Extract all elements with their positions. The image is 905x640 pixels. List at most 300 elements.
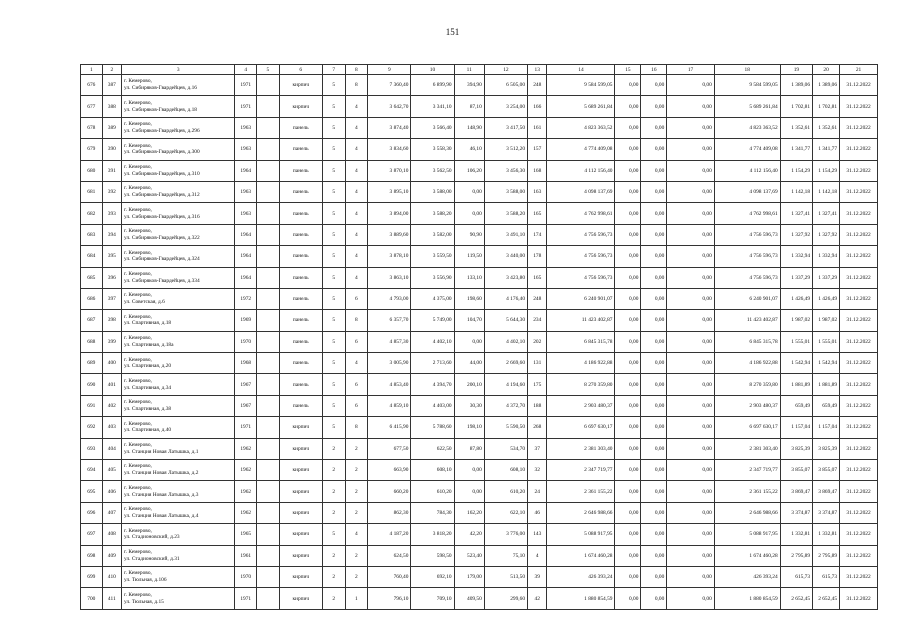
entrances-cell: 2 bbox=[345, 438, 368, 459]
residents-cell: 24 bbox=[528, 481, 547, 502]
premises-area-cell: 5 749,00 bbox=[411, 310, 454, 331]
residential-area-cell: 3 254,00 bbox=[484, 96, 527, 117]
wall-material-cell: кирпич bbox=[279, 460, 322, 481]
unit-cost-cell: 1 332,94 bbox=[780, 246, 812, 267]
residential-area-cell: 610,20 bbox=[484, 481, 527, 502]
premises-area-cell: 622,50 bbox=[411, 438, 454, 459]
column-number-header: 6 bbox=[279, 65, 322, 75]
address-city: г. Кемерово, bbox=[124, 399, 152, 406]
address-city: г. Кемерово, bbox=[124, 206, 152, 213]
residential-area-cell: 3 512,20 bbox=[484, 139, 527, 160]
row-number-cell: 680 bbox=[81, 160, 103, 181]
funds-cell: 0,00 bbox=[615, 246, 641, 267]
funds-cell: 0,00 bbox=[615, 502, 641, 523]
floors-cell: 5 bbox=[322, 160, 345, 181]
funds-cell: 0,00 bbox=[615, 224, 641, 245]
funds-cell: 0,00 bbox=[641, 160, 667, 181]
total-cost-cell: 1 880 854,59 bbox=[714, 588, 780, 609]
deadline-date-cell: 31.12.2022 bbox=[840, 267, 878, 288]
wall-material-cell: панель bbox=[279, 181, 322, 202]
building-id-cell: 387 bbox=[102, 75, 121, 96]
address-street: ул. Станция Новая Латышка, д.2 bbox=[124, 470, 199, 477]
address-cell bbox=[122, 588, 235, 609]
wall-material-cell: панель bbox=[279, 310, 322, 331]
residents-cell: 39 bbox=[528, 566, 547, 587]
deadline-date-cell: 31.12.2022 bbox=[840, 588, 878, 609]
building-id-cell: 394 bbox=[102, 224, 121, 245]
building-id-cell: 398 bbox=[102, 310, 121, 331]
residents-cell: 174 bbox=[528, 224, 547, 245]
residents-cell: 32 bbox=[528, 460, 547, 481]
unit-cost-cell: 2 795,89 bbox=[780, 545, 812, 566]
residents-cell: 165 bbox=[528, 203, 547, 224]
funds-cell: 0,00 bbox=[641, 117, 667, 138]
funds-cell: 0,00 bbox=[615, 524, 641, 545]
floors-cell: 5 bbox=[322, 524, 345, 545]
residents-cell: 46 bbox=[528, 502, 547, 523]
floors-cell: 5 bbox=[322, 331, 345, 352]
address-cell bbox=[122, 353, 235, 374]
unit-cost-cell: 1 154,29 bbox=[780, 160, 812, 181]
funds-cell: 0,00 bbox=[641, 481, 667, 502]
address-cell bbox=[122, 502, 235, 523]
premises-area-cell: 784,30 bbox=[411, 502, 454, 523]
deadline-date-cell: 31.12.2022 bbox=[840, 139, 878, 160]
nonresidential-area-cell: 409,50 bbox=[454, 588, 484, 609]
entrances-cell: 4 bbox=[345, 267, 368, 288]
funds-cell: 0,00 bbox=[641, 331, 667, 352]
cost-cell: 1 880 854,59 bbox=[547, 588, 615, 609]
funds-cell: 0,00 bbox=[615, 75, 641, 96]
entrances-cell: 4 bbox=[345, 117, 368, 138]
row-number-cell: 683 bbox=[81, 224, 103, 245]
total-area-cell: 3 870,10 bbox=[368, 160, 411, 181]
address-city: г. Кемерово, bbox=[124, 420, 152, 427]
address-street: ул. Станция Новая Латышка, д.1 bbox=[124, 448, 199, 455]
wall-material-cell: панель bbox=[279, 117, 322, 138]
premises-area-cell: 3 562,50 bbox=[411, 160, 454, 181]
funds-cell: 0,00 bbox=[641, 139, 667, 160]
address-cell bbox=[122, 331, 235, 352]
row-number-cell: 691 bbox=[81, 395, 103, 416]
funds-cell: 0,00 bbox=[615, 288, 641, 309]
address-city: г. Кемерово, bbox=[124, 527, 152, 534]
unit-cost-cell: 1 352,61 bbox=[780, 117, 812, 138]
row-number-cell: 677 bbox=[81, 96, 103, 117]
premises-area-cell: 608,10 bbox=[411, 460, 454, 481]
nonresidential-area-cell: 0,00 bbox=[454, 203, 484, 224]
total-area-cell: 3 863,10 bbox=[368, 267, 411, 288]
floors-cell: 2 bbox=[322, 460, 345, 481]
residential-area-cell: 3 417,50 bbox=[484, 117, 527, 138]
deadline-date-cell: 31.12.2022 bbox=[840, 502, 878, 523]
total-area-cell: 624,50 bbox=[368, 545, 411, 566]
address-street: ул. Сибиряков-Гвардейцев, д.16 bbox=[124, 85, 197, 92]
nonresidential-area-cell: 179,00 bbox=[454, 566, 484, 587]
year-built-cell: 1971 bbox=[235, 417, 257, 438]
total-area-cell: 796,10 bbox=[368, 588, 411, 609]
funds-cell: 0,00 bbox=[641, 267, 667, 288]
column-number-header: 14 bbox=[547, 65, 615, 75]
funds-cell: 0,00 bbox=[667, 374, 715, 395]
entrances-cell: 2 bbox=[345, 460, 368, 481]
funds-cell: 0,00 bbox=[615, 395, 641, 416]
unit-cost-cell: 3 869,47 bbox=[780, 481, 812, 502]
entrances-cell: 8 bbox=[345, 310, 368, 331]
cost-cell: 4 756 596,73 bbox=[547, 224, 615, 245]
entrances-cell: 6 bbox=[345, 374, 368, 395]
nonresidential-area-cell: 0,00 bbox=[454, 481, 484, 502]
total-area-cell: 6 415,90 bbox=[368, 417, 411, 438]
entrances-cell: 2 bbox=[345, 545, 368, 566]
column-number-header: 4 bbox=[235, 65, 257, 75]
unit-cost-cell: 1 337,29 bbox=[780, 267, 812, 288]
total-cost-cell: 5 088 917,95 bbox=[714, 524, 780, 545]
residential-area-cell: 2 669,60 bbox=[484, 353, 527, 374]
wall-material-cell: панель bbox=[279, 353, 322, 374]
deadline-date-cell: 31.12.2022 bbox=[840, 417, 878, 438]
year-built-cell: 1962 bbox=[235, 502, 257, 523]
address-street: ул. Спартивная, д.20 bbox=[124, 363, 172, 370]
funds-cell: 0,00 bbox=[667, 331, 715, 352]
entrances-cell: 1 bbox=[345, 588, 368, 609]
entrances-cell: 8 bbox=[345, 75, 368, 96]
residential-area-cell: 513,50 bbox=[484, 566, 527, 587]
column-number-header: 17 bbox=[667, 65, 715, 75]
address-street: ул. Стадионовский, д.31 bbox=[124, 555, 180, 562]
address-street: ул. Сибиряков-Гвардейцев, д.322 bbox=[124, 234, 200, 241]
empty-cell bbox=[257, 460, 280, 481]
floors-cell: 5 bbox=[322, 310, 345, 331]
table-row bbox=[81, 395, 878, 416]
funds-cell: 0,00 bbox=[641, 288, 667, 309]
empty-cell bbox=[257, 417, 280, 438]
total-cost-cell: 4 186 922,88 bbox=[714, 353, 780, 374]
year-built-cell: 1967 bbox=[235, 374, 257, 395]
address-city: г. Кемерово, bbox=[124, 356, 152, 363]
unit-cost-cell: 1 341,77 bbox=[780, 139, 812, 160]
wall-material-cell: кирпич bbox=[279, 417, 322, 438]
year-built-cell: 1961 bbox=[235, 545, 257, 566]
funds-cell: 0,00 bbox=[667, 117, 715, 138]
nonresidential-area-cell: 87,80 bbox=[454, 438, 484, 459]
total-cost-cell: 2 903 480,37 bbox=[714, 395, 780, 416]
row-number-cell: 697 bbox=[81, 524, 103, 545]
premises-area-cell: 610,20 bbox=[411, 481, 454, 502]
empty-cell bbox=[257, 117, 280, 138]
entrances-cell: 2 bbox=[345, 502, 368, 523]
floors-cell: 2 bbox=[322, 545, 345, 566]
funds-cell: 0,00 bbox=[615, 438, 641, 459]
address-city: г. Кемерово, bbox=[124, 313, 152, 320]
total-area-cell: 4 187,20 bbox=[368, 524, 411, 545]
residential-area-cell: 3 456,30 bbox=[484, 160, 527, 181]
floors-cell: 5 bbox=[322, 246, 345, 267]
funds-cell: 0,00 bbox=[667, 160, 715, 181]
table-row bbox=[81, 288, 878, 309]
residential-area-cell: 3 491,10 bbox=[484, 224, 527, 245]
residential-area-cell: 75,10 bbox=[484, 545, 527, 566]
max-unit-cost-cell: 659,49 bbox=[813, 395, 840, 416]
premises-area-cell: 3 582,00 bbox=[411, 224, 454, 245]
address-cell bbox=[122, 481, 235, 502]
address-street: ул. Спартивная, д.38 bbox=[124, 406, 172, 413]
entrances-cell: 6 bbox=[345, 288, 368, 309]
address-city: г. Кемерово, bbox=[124, 292, 152, 299]
row-number-cell: 695 bbox=[81, 481, 103, 502]
funds-cell: 0,00 bbox=[667, 395, 715, 416]
floors-cell: 5 bbox=[322, 75, 345, 96]
address-city: г. Кемерово, bbox=[124, 142, 152, 149]
column-number-header: 15 bbox=[615, 65, 641, 75]
unit-cost-cell: 1 426,49 bbox=[780, 288, 812, 309]
funds-cell: 0,00 bbox=[667, 481, 715, 502]
max-unit-cost-cell: 2 795,89 bbox=[813, 545, 840, 566]
funds-cell: 0,00 bbox=[667, 267, 715, 288]
address-city: г. Кемерово, bbox=[124, 335, 152, 342]
funds-cell: 0,00 bbox=[667, 524, 715, 545]
address-street: ул. Сибиряков-Гвардейцев, д.312 bbox=[124, 192, 200, 199]
residential-area-cell: 534,70 bbox=[484, 438, 527, 459]
empty-cell bbox=[257, 331, 280, 352]
building-id-cell: 403 bbox=[102, 417, 121, 438]
address-city: г. Кемерово, bbox=[124, 591, 152, 598]
year-built-cell: 1964 bbox=[235, 224, 257, 245]
max-unit-cost-cell: 3 825,39 bbox=[813, 438, 840, 459]
address-street: ул. Стадионовский, д.23 bbox=[124, 534, 180, 541]
column-number-header: 5 bbox=[257, 65, 280, 75]
deadline-date-cell: 31.12.2022 bbox=[840, 160, 878, 181]
building-id-cell: 390 bbox=[102, 139, 121, 160]
table-row bbox=[81, 224, 878, 245]
premises-area-cell: 3 588,00 bbox=[411, 181, 454, 202]
empty-cell bbox=[257, 224, 280, 245]
deadline-date-cell: 31.12.2022 bbox=[840, 524, 878, 545]
year-built-cell: 1962 bbox=[235, 481, 257, 502]
year-built-cell: 1964 bbox=[235, 160, 257, 181]
column-number-header: 16 bbox=[641, 65, 667, 75]
total-area-cell: 4 853,40 bbox=[368, 374, 411, 395]
cost-cell: 5 088 917,95 bbox=[547, 524, 615, 545]
premises-area-cell: 692,10 bbox=[411, 566, 454, 587]
funds-cell: 0,00 bbox=[667, 139, 715, 160]
column-number-header: 8 bbox=[345, 65, 368, 75]
funds-cell: 0,00 bbox=[615, 181, 641, 202]
residential-area-cell: 4 176,40 bbox=[484, 288, 527, 309]
unit-cost-cell: 1 327,92 bbox=[780, 224, 812, 245]
residents-cell: 157 bbox=[528, 139, 547, 160]
year-built-cell: 1970 bbox=[235, 566, 257, 587]
table-row bbox=[81, 481, 878, 502]
residents-cell: 37 bbox=[528, 438, 547, 459]
deadline-date-cell: 31.12.2022 bbox=[840, 331, 878, 352]
address-cell bbox=[122, 96, 235, 117]
total-cost-cell: 11 423 402,87 bbox=[714, 310, 780, 331]
nonresidential-area-cell: 42,20 bbox=[454, 524, 484, 545]
building-id-cell: 407 bbox=[102, 502, 121, 523]
funds-cell: 0,00 bbox=[615, 139, 641, 160]
premises-area-cell: 3 341,10 bbox=[411, 96, 454, 117]
total-cost-cell: 4 098 137,69 bbox=[714, 181, 780, 202]
max-unit-cost-cell: 1 881,89 bbox=[813, 374, 840, 395]
cost-cell: 4 756 596,73 bbox=[547, 246, 615, 267]
empty-cell bbox=[257, 160, 280, 181]
address-city: г. Кемерово, bbox=[124, 570, 152, 577]
empty-cell bbox=[257, 438, 280, 459]
nonresidential-area-cell: 119,50 bbox=[454, 246, 484, 267]
floors-cell: 2 bbox=[322, 566, 345, 587]
year-built-cell: 1963 bbox=[235, 203, 257, 224]
total-cost-cell: 6 240 901,07 bbox=[714, 288, 780, 309]
residents-cell: 202 bbox=[528, 331, 547, 352]
nonresidential-area-cell: 90,90 bbox=[454, 224, 484, 245]
building-id-cell: 402 bbox=[102, 395, 121, 416]
empty-cell bbox=[257, 310, 280, 331]
nonresidential-area-cell: 523,40 bbox=[454, 545, 484, 566]
residents-cell: 234 bbox=[528, 310, 547, 331]
column-number-header: 2 bbox=[102, 65, 121, 75]
address-cell bbox=[122, 438, 235, 459]
column-number-header: 1 bbox=[81, 65, 103, 75]
max-unit-cost-cell: 1 154,29 bbox=[813, 160, 840, 181]
nonresidential-area-cell: 0,00 bbox=[454, 331, 484, 352]
year-built-cell: 1972 bbox=[235, 288, 257, 309]
empty-cell bbox=[257, 181, 280, 202]
deadline-date-cell: 31.12.2022 bbox=[840, 566, 878, 587]
year-built-cell: 1963 bbox=[235, 117, 257, 138]
nonresidential-area-cell: 0,00 bbox=[454, 181, 484, 202]
year-built-cell: 1968 bbox=[235, 353, 257, 374]
funds-cell: 0,00 bbox=[667, 96, 715, 117]
funds-cell: 0,00 bbox=[641, 353, 667, 374]
unit-cost-cell: 1 327,41 bbox=[780, 203, 812, 224]
cost-cell: 4 823 363,52 bbox=[547, 117, 615, 138]
floors-cell: 5 bbox=[322, 181, 345, 202]
address-cell bbox=[122, 417, 235, 438]
row-number-cell: 698 bbox=[81, 545, 103, 566]
premises-area-cell: 2 713,60 bbox=[411, 353, 454, 374]
nonresidential-area-cell: 106,20 bbox=[454, 160, 484, 181]
funds-cell: 0,00 bbox=[667, 438, 715, 459]
address-city: г. Кемерово, bbox=[124, 484, 152, 491]
address-city: г. Кемерово, bbox=[124, 121, 152, 128]
unit-cost-cell: 3 374,87 bbox=[780, 502, 812, 523]
empty-cell bbox=[257, 524, 280, 545]
address-cell bbox=[122, 160, 235, 181]
max-unit-cost-cell: 615,73 bbox=[813, 566, 840, 587]
premises-area-cell: 3 556,90 bbox=[411, 267, 454, 288]
row-number-cell: 690 bbox=[81, 374, 103, 395]
row-number-cell: 688 bbox=[81, 331, 103, 352]
floors-cell: 5 bbox=[322, 288, 345, 309]
residents-cell: 175 bbox=[528, 374, 547, 395]
address-cell bbox=[122, 460, 235, 481]
cost-cell: 11 423 402,87 bbox=[547, 310, 615, 331]
deadline-date-cell: 31.12.2022 bbox=[840, 224, 878, 245]
deadline-date-cell: 31.12.2022 bbox=[840, 374, 878, 395]
building-id-cell: 397 bbox=[102, 288, 121, 309]
table-row bbox=[81, 267, 878, 288]
residential-area-cell: 5 590,50 bbox=[484, 417, 527, 438]
address-cell bbox=[122, 224, 235, 245]
address-cell bbox=[122, 310, 235, 331]
column-number-header: 21 bbox=[840, 65, 878, 75]
column-number-header: 11 bbox=[454, 65, 484, 75]
address-street: ул. Сибиряков-Гвардейцев, д.334 bbox=[124, 277, 200, 284]
address-city: г. Кемерово, bbox=[124, 164, 152, 170]
residential-area-cell: 3 588,00 bbox=[484, 181, 527, 202]
page-number: 151 bbox=[445, 27, 460, 37]
premises-area-cell: 3 818,20 bbox=[411, 524, 454, 545]
residential-area-cell: 4 194,60 bbox=[484, 374, 527, 395]
empty-cell bbox=[257, 267, 280, 288]
address-street: ул. Спартивная, д.34 bbox=[124, 384, 172, 391]
residents-cell: 143 bbox=[528, 524, 547, 545]
premises-area-cell: 4 375,00 bbox=[411, 288, 454, 309]
year-built-cell: 1971 bbox=[235, 75, 257, 96]
column-number-header: 9 bbox=[368, 65, 411, 75]
wall-material-cell: кирпич bbox=[279, 96, 322, 117]
row-number-cell: 684 bbox=[81, 246, 103, 267]
funds-cell: 0,00 bbox=[641, 417, 667, 438]
residents-cell: 188 bbox=[528, 395, 547, 416]
building-id-cell: 399 bbox=[102, 331, 121, 352]
address-cell bbox=[122, 203, 235, 224]
deadline-date-cell: 31.12.2022 bbox=[840, 288, 878, 309]
nonresidential-area-cell: 148,90 bbox=[454, 117, 484, 138]
cost-cell: 2 381 303,40 bbox=[547, 438, 615, 459]
address-street: ул. Сибиряков-Гвардейцев, д.310 bbox=[124, 170, 200, 177]
cost-cell: 1 674 460,28 bbox=[547, 545, 615, 566]
address-cell bbox=[122, 267, 235, 288]
total-cost-cell: 4 112 156,40 bbox=[714, 160, 780, 181]
max-unit-cost-cell: 1 426,49 bbox=[813, 288, 840, 309]
total-cost-cell: 4 756 596,73 bbox=[714, 224, 780, 245]
residential-area-cell: 299,60 bbox=[484, 588, 527, 609]
funds-cell: 0,00 bbox=[667, 181, 715, 202]
max-unit-cost-cell: 1 332,94 bbox=[813, 246, 840, 267]
address-city: г. Кемерово, bbox=[124, 506, 152, 513]
cost-cell: 5 689 261,84 bbox=[547, 96, 615, 117]
unit-cost-cell: 1 157,04 bbox=[780, 417, 812, 438]
funds-cell: 0,00 bbox=[667, 417, 715, 438]
building-id-cell: 411 bbox=[102, 588, 121, 609]
wall-material-cell: кирпич bbox=[279, 588, 322, 609]
unit-cost-cell: 1 389,06 bbox=[780, 75, 812, 96]
funds-cell: 0,00 bbox=[615, 481, 641, 502]
funds-cell: 0,00 bbox=[641, 566, 667, 587]
total-cost-cell: 8 270 359,80 bbox=[714, 374, 780, 395]
wall-material-cell: панель bbox=[279, 395, 322, 416]
address-cell bbox=[122, 545, 235, 566]
total-area-cell: 3 889,60 bbox=[368, 224, 411, 245]
table-row bbox=[81, 139, 878, 160]
total-area-cell: 660,20 bbox=[368, 481, 411, 502]
total-cost-cell: 6 697 630,17 bbox=[714, 417, 780, 438]
residential-area-cell: 3 423,80 bbox=[484, 267, 527, 288]
residents-cell: 165 bbox=[528, 267, 547, 288]
floors-cell: 5 bbox=[322, 203, 345, 224]
table-row bbox=[81, 246, 878, 267]
total-area-cell: 3 878,10 bbox=[368, 246, 411, 267]
address-cell bbox=[122, 246, 235, 267]
column-number-header: 20 bbox=[813, 65, 840, 75]
nonresidential-area-cell: 44,00 bbox=[454, 353, 484, 374]
funds-cell: 0,00 bbox=[641, 545, 667, 566]
address-cell bbox=[122, 374, 235, 395]
max-unit-cost-cell: 1 157,04 bbox=[813, 417, 840, 438]
deadline-date-cell: 31.12.2022 bbox=[840, 545, 878, 566]
